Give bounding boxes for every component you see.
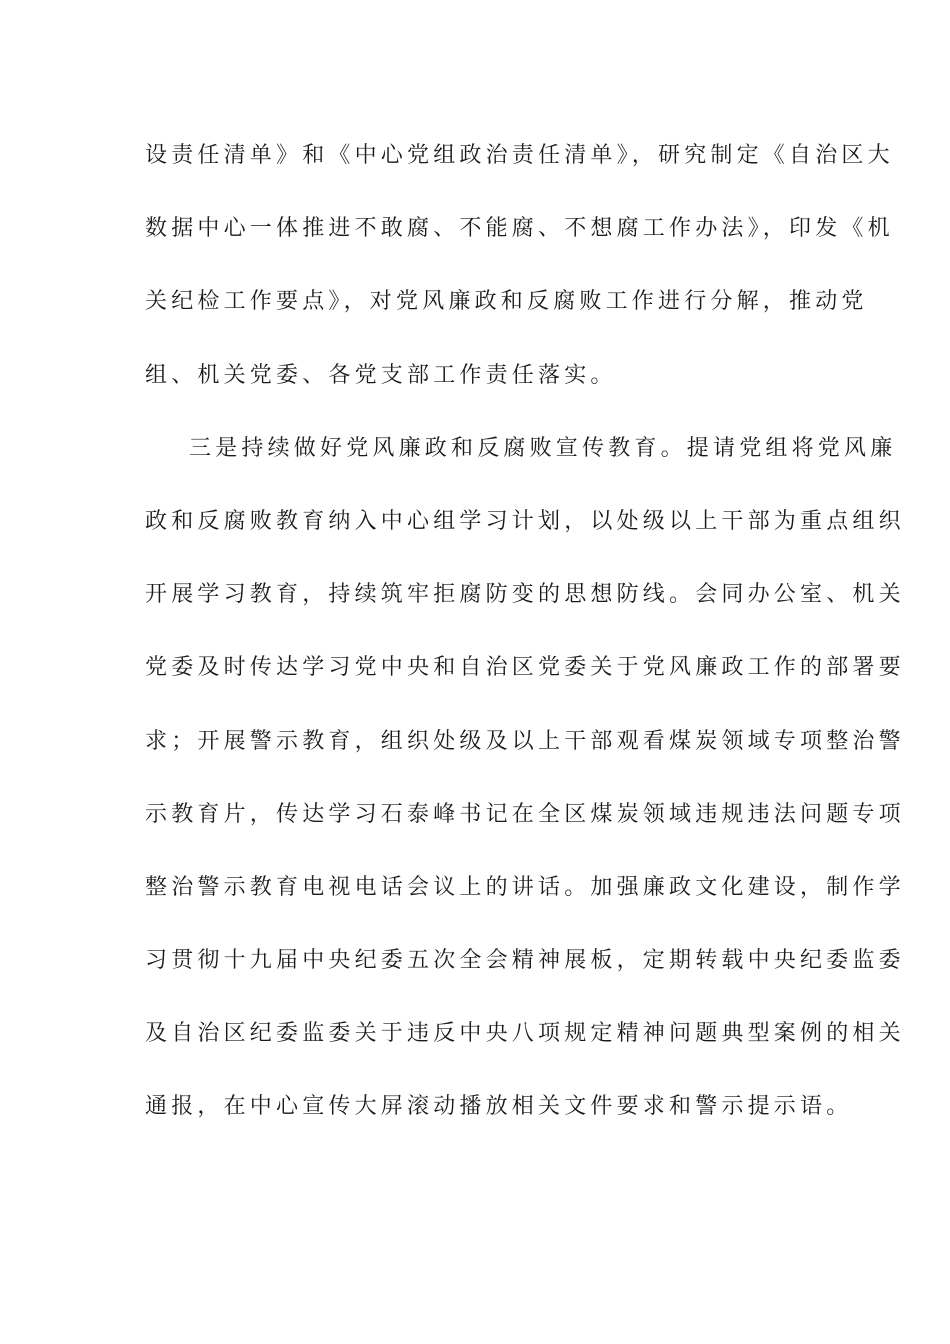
text-line: 设责任清单》和《中心党组政治责任清单》，研究制定《自治区大 <box>145 143 894 168</box>
text-line: 政和反腐败教育纳入中心组学习计划，以处级以上干部为重点组织 <box>145 508 905 534</box>
paragraph-continued <box>145 119 894 412</box>
text-line: 党委及时传达学习党中央和自治区党委关于党风廉政工作的部署要 <box>145 655 905 681</box>
paragraph-publicity-education <box>145 412 905 1144</box>
text-line: 组、机关党委、各党支部工作责任落实。 <box>145 362 617 388</box>
text-line-first: 三是持续做好党风廉政和反腐败宣传教育。提请党组将党风廉 <box>189 435 897 461</box>
text-line: 习贯彻十九届中央纪委五次全会精神展板，定期转载中央纪委监委 <box>145 948 905 974</box>
document-body <box>145 119 905 1144</box>
text-line: 求；开展警示教育，组织处级及以上干部观看煤炭领域专项整治警 <box>145 728 905 754</box>
text-line: 开展学习教育，持续筑牢拒腐防变的思想防线。会同办公室、机关 <box>145 582 905 608</box>
text-line: 整治警示教育电视电话会议上的讲话。加强廉政文化建设，制作学 <box>145 874 905 900</box>
text-line: 及自治区纪委监委关于违反中央八项规定精神问题典型案例的相关 <box>145 1021 905 1047</box>
text-line: 关纪检工作要点》，对党风廉政和反腐败工作进行分解，推动党 <box>145 289 868 315</box>
text-line: 示教育片，传达学习石泰峰书记在全区煤炭领域违规违法问题专项 <box>145 801 905 827</box>
text-line: 数据中心一体推进不敢腐、不能腐、不想腐工作办法》，印发《机 <box>145 216 894 242</box>
text-line: 通报，在中心宣传大屏滚动播放相关文件要求和警示提示语。 <box>145 1094 853 1120</box>
